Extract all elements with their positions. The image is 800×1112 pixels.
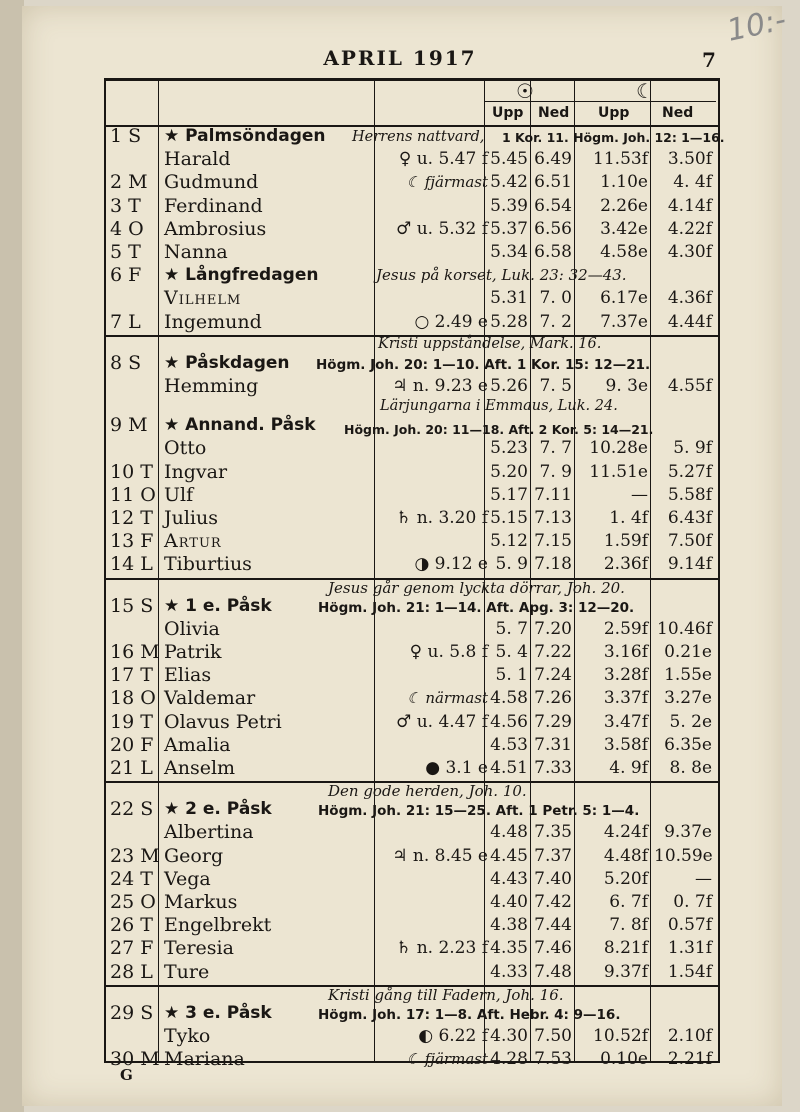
sermon-theme: Jesus på korset, Luk. 23: 32—43. — [376, 266, 627, 285]
astro-event: ☾ fjärmast — [406, 1050, 488, 1069]
name-of-day: Valdemar — [164, 687, 256, 710]
moon-set-value: 6.35e — [664, 734, 712, 755]
astro-event: ♃ n. 9.23 e — [392, 376, 488, 396]
moon-set-value: 6.43f — [667, 508, 712, 528]
sun-rise-value: 5. 9 — [495, 554, 528, 575]
moon-set-value: 0. 7f — [673, 892, 712, 912]
day-label: 2 M — [110, 171, 148, 194]
sun-set-value: 7.37 — [534, 845, 572, 866]
table-row — [106, 530, 718, 553]
name-of-day: Vilhelm — [164, 287, 242, 310]
name-of-day: Georg — [164, 844, 224, 867]
sermon-theme: Kristi uppståndelse, Mark. 16. — [378, 335, 602, 352]
sun-set-value: 7.46 — [534, 938, 572, 959]
moon-set-value: 1.54f — [667, 961, 712, 982]
name-of-day: Ingvar — [164, 460, 228, 483]
sun-rise-value: 4.51 — [490, 758, 528, 778]
moon-set-value: 4. 4f — [673, 172, 712, 193]
good-friday-row — [106, 264, 718, 287]
moon-set-value: 0.21e — [664, 642, 712, 662]
day-label: 8 S — [110, 351, 142, 374]
astro-event: ♃ n. 8.45 e — [392, 845, 488, 866]
holiday-name: ★ Långfredagen — [164, 265, 319, 286]
moon-set-value: 5.27f — [667, 461, 712, 482]
sun-set-value: 7.20 — [534, 618, 572, 639]
day-label: 7 L — [110, 310, 141, 333]
name-of-day: Otto — [164, 437, 207, 460]
moon-rise-header: Upp — [598, 105, 630, 121]
astro-event: ● 3.1 e — [425, 758, 488, 778]
name-of-day: Teresia — [164, 937, 234, 960]
sun-set-value: 7.24 — [534, 665, 572, 686]
sun-set-value: 7.48 — [534, 961, 572, 982]
table-header — [106, 81, 718, 127]
sun-rise-value: 5.28 — [490, 311, 528, 332]
day-label: 23 M — [110, 844, 160, 867]
moon-set-value: 5. 2e — [669, 711, 712, 732]
moon-rise-value: 10.52f — [593, 1026, 648, 1046]
sun-set-value: 6.49 — [534, 149, 572, 170]
day-label: 20 F — [110, 733, 154, 756]
moon-rise-value: 2.59f — [603, 618, 648, 639]
table-row — [106, 1048, 718, 1071]
moon-set-value: 4.22f — [667, 218, 712, 239]
table-row — [106, 868, 718, 891]
moon-set-value: — — [695, 868, 712, 889]
day-label: 16 M — [110, 641, 160, 663]
moon-set-value: 1.31f — [667, 938, 712, 959]
day-label: 1 S — [110, 125, 142, 147]
sun-set-value: 7.11 — [534, 484, 572, 505]
sermon-theme: Herrens nattvard, — [352, 129, 485, 145]
name-of-day: Anselm — [164, 757, 236, 779]
calendar-table — [104, 78, 725, 1071]
name-of-day: Engelbrekt — [164, 914, 272, 937]
astro-event: ○ 2.49 e — [414, 311, 488, 332]
day-label: 19 T — [110, 710, 153, 733]
moon-icon: ☾ — [636, 79, 654, 103]
day-label: 11 O — [110, 483, 156, 506]
table-row — [106, 195, 718, 218]
moon-rise-value: 1.10e — [600, 172, 648, 193]
sermon-theme: Jesus går genom lyckta dörrar, Joh. 20. — [328, 578, 625, 597]
moon-rise-value: 4.48f — [603, 845, 648, 866]
moon-rise-value: 3.42e — [600, 218, 648, 239]
sun-rise-value: 5.26 — [490, 376, 528, 396]
table-row — [106, 507, 718, 530]
sun-rise-value: 4.40 — [490, 892, 528, 912]
table-row — [106, 618, 718, 641]
table-row — [106, 148, 718, 171]
moon-set-value: 8. 8e — [669, 758, 712, 778]
sun-set-value: 7.22 — [534, 642, 572, 662]
moon-set-value: 7.50f — [667, 531, 712, 552]
holiday-name: ★ 3 e. Påsk — [164, 1002, 272, 1023]
day-label: 4 O — [110, 217, 144, 240]
sun-set-value: 7. 2 — [539, 311, 572, 332]
moon-rise-value: 1. 4f — [609, 508, 648, 528]
day-label: 22 S — [110, 798, 154, 821]
day-label: 9 M — [110, 414, 148, 437]
book-spine-shadow — [0, 0, 24, 1112]
day-label: 5 T — [110, 241, 141, 263]
moon-rise-value: 11.53f — [593, 149, 648, 170]
table-row — [106, 711, 718, 734]
table-row — [106, 218, 718, 241]
day-label: 6 F — [110, 264, 142, 287]
easter-monday-row — [106, 414, 718, 437]
name-of-day: Hemming — [164, 375, 259, 397]
holiday-name: ★ Palmsöndagen — [164, 126, 326, 146]
moon-set-value: 9.37e — [664, 822, 712, 843]
sun-rise-value: 4.48 — [490, 822, 528, 843]
table-row — [106, 961, 718, 984]
astro-event: ☾ närmast — [407, 689, 488, 708]
sun-rise-value: 5. 4 — [495, 642, 528, 662]
sun-rise-value: 5. 1 — [495, 665, 528, 686]
table-row — [106, 821, 718, 844]
sun-rise-value: 5.39 — [490, 195, 528, 216]
sun-set-value: 7. 7 — [539, 438, 572, 459]
sun-rise-value: 4.58 — [490, 688, 528, 709]
sun-set-value: 7.29 — [534, 711, 572, 732]
sun-rise-value: 5. 7 — [495, 618, 528, 639]
moon-rise-value: 8.21f — [603, 938, 648, 959]
name-of-day: Tyko — [164, 1025, 211, 1047]
sun-rise-header: Upp — [492, 105, 524, 121]
astro-event: ♀ u. 5.47 f — [398, 149, 488, 170]
astro-event: ♀ u. 5.8 f — [409, 642, 488, 662]
table-row — [106, 311, 718, 334]
moon-rise-value: 11.51e — [589, 461, 648, 482]
sun-rise-value: 4.43 — [490, 868, 528, 889]
moon-rise-value: 4. 9f — [609, 758, 648, 778]
name-of-day: Markus — [164, 891, 238, 913]
table-row — [106, 664, 718, 687]
moon-set-value: 3.50f — [667, 149, 712, 170]
sermon-theme: Lärjungarna i Emmaus, Luk. 24. — [380, 398, 618, 415]
table-row — [106, 891, 718, 914]
astro-event: ◐ 6.22 f — [418, 1026, 488, 1046]
sun-set-value: 7. 5 — [539, 376, 572, 396]
moon-set-value: 4.55f — [667, 376, 712, 396]
moon-rise-value: 3.58f — [603, 734, 648, 755]
day-label: 27 F — [110, 937, 154, 960]
moon-set-value: 4.14f — [667, 195, 712, 216]
sermon-theme: Kristi gång till Fadern, Joh. 16. — [328, 985, 564, 1004]
name-of-day: Harald — [164, 148, 231, 171]
day-label: 30 M — [110, 1048, 160, 1071]
astro-event: ☾ fjärmast — [406, 173, 488, 192]
moon-set-value: 1.55e — [664, 665, 712, 686]
name-of-day: Ulf — [164, 483, 194, 506]
table-row — [106, 375, 718, 398]
scripture-reading: Högm. Joh. 21: 15—25. Aft. 1 Petr. 5: 1—4. — [318, 803, 640, 820]
sun-rise-value: 5.12 — [490, 531, 528, 552]
name-of-day: Ambrosius — [164, 217, 267, 240]
moon-rise-value: 3.28f — [603, 665, 648, 686]
sun-rise-value: 4.56 — [490, 711, 528, 732]
astro-event: ♄ n. 2.23 f — [396, 938, 488, 959]
moon-set-value: 10.59e — [654, 845, 713, 866]
sun-set-value: 7.44 — [534, 915, 572, 936]
moon-set-value: 2.21f — [667, 1049, 712, 1070]
sun-set-value: 7.33 — [534, 758, 572, 778]
table-row — [106, 437, 718, 460]
day-label: 21 L — [110, 757, 153, 779]
holiday-name: ★ Annand. Påsk — [164, 415, 316, 436]
moon-set-value: 5. 9f — [673, 438, 712, 459]
day-label: 18 O — [110, 687, 156, 710]
sun-rise-value: 5.17 — [490, 484, 528, 505]
sun-icon: ☉ — [516, 79, 534, 103]
name-of-day: Nanna — [164, 241, 228, 263]
table-row — [106, 734, 718, 757]
day-label: 3 T — [110, 194, 141, 217]
sun-set-value: 7. 0 — [539, 288, 572, 309]
holiday-name: ★ Påskdagen — [164, 352, 290, 373]
table-row — [106, 241, 718, 264]
moon-rise-value: 3.16f — [603, 642, 648, 662]
moon-set-value: 2.10f — [667, 1026, 712, 1046]
name-of-day: Albertina — [164, 821, 254, 844]
sun-rise-value: 5.37 — [490, 218, 528, 239]
table-row — [106, 461, 718, 484]
moon-rise-value: 5.20f — [603, 868, 648, 889]
scripture-reading: Högm. Joh. 20: 1—10. Aft. 1 Kor. 15: 12—21. — [316, 356, 651, 373]
name-of-day: Gudmund — [164, 171, 259, 194]
sun-set-value: 6.51 — [534, 172, 572, 193]
moon-rise-value: 3.37f — [603, 688, 648, 709]
moon-set-header: Ned — [662, 105, 694, 121]
sun-rise-value: 5.42 — [490, 172, 528, 193]
sun-set-value: 7.15 — [534, 531, 572, 552]
table-row — [106, 1025, 718, 1048]
sun-set-value: 6.54 — [534, 195, 572, 216]
moon-rise-value: 2.26e — [600, 195, 648, 216]
sun-set-value: 7.42 — [534, 892, 572, 912]
scripture-reading: Högm. Joh. 20: 11—18. Aft. 2 Kor. 5: 14—21. — [344, 422, 654, 438]
moon-rise-value: 9.37f — [603, 961, 648, 982]
day-label: 29 S — [110, 1001, 154, 1024]
sun-set-header: Ned — [538, 105, 570, 121]
scripture-reading: 1 Kor. 11. Högm. Joh. 12: 1—16. — [502, 130, 725, 145]
sun-set-value: 6.56 — [534, 218, 572, 239]
name-of-day: Olavus Petri — [164, 710, 282, 733]
moon-rise-value: 7. 8f — [609, 915, 648, 936]
table-row — [106, 937, 718, 960]
moon-rise-value: 7.37e — [600, 311, 648, 332]
holiday-name: ★ 1 e. Påsk — [164, 595, 272, 616]
sun-set-value: 7.40 — [534, 868, 572, 889]
day-label: 15 S — [110, 594, 154, 617]
sun-set-value: 7.53 — [534, 1049, 572, 1070]
table-row — [106, 553, 718, 576]
moon-set-value: 9.14f — [667, 554, 712, 575]
name-of-day: Patrik — [164, 641, 222, 663]
sun-set-value: 7.35 — [534, 822, 572, 843]
day-label: 26 T — [110, 914, 153, 937]
day-label: 17 T — [110, 664, 153, 687]
moon-set-value: 0.57f — [667, 915, 712, 936]
name-of-day: Amalia — [164, 733, 231, 756]
table-row — [106, 171, 718, 194]
table-row — [106, 641, 718, 664]
sun-set-value: 7.18 — [534, 554, 572, 575]
moon-rise-value: 2.36f — [603, 554, 648, 575]
pencil-price-note: 10:- — [723, 2, 789, 49]
name-of-day: Elias — [164, 664, 212, 687]
name-of-day: Julius — [164, 507, 218, 529]
moon-rise-value: 1.59f — [603, 531, 648, 552]
table-row — [106, 484, 718, 507]
sun-rise-value: 4.45 — [490, 845, 528, 866]
table-row — [106, 845, 718, 868]
day-label: 28 L — [110, 960, 153, 983]
sun-set-value: 7.31 — [534, 734, 572, 755]
table-row — [106, 914, 718, 937]
moon-rise-value: 6.17e — [600, 288, 648, 309]
moon-rise-value: 6. 7f — [609, 892, 648, 912]
sun-rise-value: 4.53 — [490, 734, 528, 755]
name-of-day: Tiburtius — [164, 553, 252, 576]
page-number: 7 — [702, 48, 716, 72]
astro-event: ♂ u. 4.47 f — [396, 711, 488, 732]
sun-rise-value: 4.38 — [490, 915, 528, 936]
sun-set-value: 7. 9 — [539, 461, 572, 482]
signature-mark: G — [120, 1066, 133, 1084]
moon-rise-value: 3.47f — [603, 711, 648, 732]
sun-set-value: 7.13 — [534, 508, 572, 528]
name-of-day: Olivia — [164, 617, 220, 640]
astro-event: ♄ n. 3.20 f — [396, 508, 488, 528]
moon-rise-value: — — [631, 484, 648, 505]
moon-rise-value: 4.24f — [603, 822, 648, 843]
sun-rise-value: 4.28 — [490, 1049, 528, 1070]
sun-rise-value: 5.34 — [490, 242, 528, 262]
name-of-day: Ture — [164, 960, 210, 983]
sun-rise-value: 4.30 — [490, 1026, 528, 1046]
sermon-theme: Den gode herden, Joh. 10. — [328, 782, 527, 801]
day-label: 12 T — [110, 507, 153, 529]
moon-set-value: 5.58f — [667, 484, 712, 505]
name-of-day: Ingemund — [164, 310, 262, 333]
scripture-reading: Högm. Joh. 17: 1—8. Aft. Hebr. 4: 9—16. — [318, 1006, 621, 1023]
sun-rise-value: 5.20 — [490, 461, 528, 482]
scripture-reading: Högm. Joh. 21: 1—14. Aft. Apg. 3: 12—20. — [318, 599, 635, 616]
astro-event: ◑ 9.12 e — [414, 554, 488, 575]
sun-rise-value: 4.33 — [490, 961, 528, 982]
day-label: 14 L — [110, 553, 153, 576]
moon-set-value: 10.46f — [657, 618, 712, 639]
day-label: 13 F — [110, 530, 154, 553]
astro-event: ♂ u. 5.32 f — [396, 218, 488, 239]
sun-set-value: 6.58 — [534, 242, 572, 262]
sun-rise-value: 5.15 — [490, 508, 528, 528]
sun-rise-value: 5.45 — [490, 149, 528, 170]
moon-rise-value: 0.10e — [600, 1049, 648, 1070]
page-title: APRIL 1917 — [323, 46, 477, 70]
sun-rise-value: 5.23 — [490, 438, 528, 459]
name-of-day: Ferdinand — [164, 194, 263, 217]
table-row — [106, 757, 718, 780]
table-row — [106, 287, 718, 310]
moon-rise-value: 4.58e — [600, 242, 648, 262]
sun-rise-value: 4.35 — [490, 938, 528, 959]
sun-set-value: 7.26 — [534, 688, 572, 709]
name-of-day: Vega — [164, 867, 211, 890]
sun-rise-value: 5.31 — [490, 288, 528, 309]
name-of-day: Artur — [164, 530, 222, 553]
holiday-name: ★ 2 e. Påsk — [164, 799, 272, 820]
sun-set-value: 7.50 — [534, 1026, 572, 1046]
moon-set-value: 4.44f — [667, 311, 712, 332]
moon-set-value: 3.27e — [664, 688, 712, 709]
moon-rise-value: 9. 3e — [605, 376, 648, 396]
day-label: 25 O — [110, 891, 156, 913]
table-row — [106, 687, 718, 710]
moon-set-value: 4.30f — [667, 242, 712, 262]
day-label: 10 T — [110, 460, 153, 483]
moon-set-value: 4.36f — [667, 288, 712, 309]
name-of-day: Mariana — [164, 1048, 245, 1071]
day-label: 24 T — [110, 867, 153, 890]
moon-rise-value: 10.28e — [589, 438, 648, 459]
